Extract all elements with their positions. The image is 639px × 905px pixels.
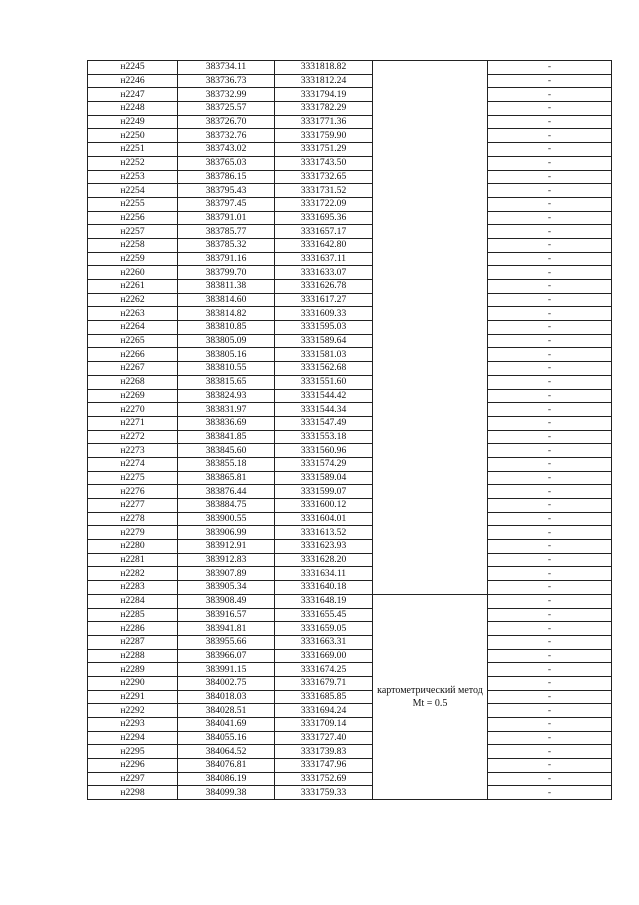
- point-id-cell: н2276: [88, 485, 178, 499]
- y-coordinate-cell: 3331655.45: [275, 608, 373, 622]
- table-row: [88, 457, 612, 471]
- table-row: [88, 252, 612, 266]
- y-coordinate-cell: 3331657.17: [275, 225, 373, 239]
- x-coordinate-cell: 383786.15: [178, 170, 275, 184]
- table-row: [88, 293, 612, 307]
- y-coordinate-cell: 3331747.96: [275, 759, 373, 773]
- note-cell: -: [488, 184, 612, 198]
- point-id-cell: н2251: [88, 143, 178, 157]
- table-row: [88, 102, 612, 116]
- x-coordinate-cell: 383841.85: [178, 430, 275, 444]
- table-row: [88, 471, 612, 485]
- point-id-cell: н2256: [88, 211, 178, 225]
- note-cell: -: [488, 772, 612, 786]
- y-coordinate-cell: 3331599.07: [275, 485, 373, 499]
- x-coordinate-cell: 383845.60: [178, 444, 275, 458]
- table-row: [88, 731, 612, 745]
- note-cell: -: [488, 608, 612, 622]
- point-id-cell: н2260: [88, 266, 178, 280]
- note-cell: -: [488, 690, 612, 704]
- note-cell: -: [488, 129, 612, 143]
- note-cell: -: [488, 61, 612, 75]
- note-cell: -: [488, 293, 612, 307]
- point-id-cell: н2281: [88, 553, 178, 567]
- note-cell: -: [488, 718, 612, 732]
- x-coordinate-cell: 383797.45: [178, 197, 275, 211]
- y-coordinate-cell: 3331617.27: [275, 293, 373, 307]
- x-coordinate-cell: 383991.15: [178, 663, 275, 677]
- note-cell: -: [488, 759, 612, 773]
- table-row: [88, 61, 612, 75]
- point-id-cell: н2250: [88, 129, 178, 143]
- table-row: [88, 499, 612, 513]
- x-coordinate-cell: 383912.91: [178, 540, 275, 554]
- method-cell: картометрический метод Mt = 0.5: [373, 594, 488, 799]
- y-coordinate-cell: 3331759.33: [275, 786, 373, 800]
- table-row: [88, 663, 612, 677]
- point-id-cell: н2280: [88, 540, 178, 554]
- x-coordinate-cell: 383795.43: [178, 184, 275, 198]
- table-row: [88, 553, 612, 567]
- table-row: [88, 759, 612, 773]
- y-coordinate-cell: 3331751.29: [275, 143, 373, 157]
- note-cell: -: [488, 334, 612, 348]
- table-row: [88, 635, 612, 649]
- y-coordinate-cell: 3331731.52: [275, 184, 373, 198]
- x-coordinate-cell: 383815.65: [178, 375, 275, 389]
- y-coordinate-cell: 3331609.33: [275, 307, 373, 321]
- table-row: [88, 430, 612, 444]
- x-coordinate-cell: 383900.55: [178, 512, 275, 526]
- x-coordinate-cell: 383814.60: [178, 293, 275, 307]
- point-id-cell: н2253: [88, 170, 178, 184]
- x-coordinate-cell: 383791.01: [178, 211, 275, 225]
- x-coordinate-cell: 383725.57: [178, 102, 275, 116]
- table-row: [88, 375, 612, 389]
- point-id-cell: н2298: [88, 786, 178, 800]
- table-row: [88, 745, 612, 759]
- note-cell: -: [488, 416, 612, 430]
- table-row: [88, 238, 612, 252]
- coordinates-table: [87, 60, 612, 800]
- y-coordinate-cell: 3331818.82: [275, 61, 373, 75]
- table-row: [88, 143, 612, 157]
- point-id-cell: н2285: [88, 608, 178, 622]
- note-cell: -: [488, 211, 612, 225]
- y-coordinate-cell: 3331562.68: [275, 362, 373, 376]
- y-coordinate-cell: 3331812.24: [275, 74, 373, 88]
- point-id-cell: н2293: [88, 718, 178, 732]
- y-coordinate-cell: 3331674.25: [275, 663, 373, 677]
- y-coordinate-cell: 3331722.09: [275, 197, 373, 211]
- table-row: [88, 115, 612, 129]
- note-cell: -: [488, 102, 612, 116]
- note-cell: -: [488, 622, 612, 636]
- y-coordinate-cell: 3331642.80: [275, 238, 373, 252]
- table-row: [88, 156, 612, 170]
- y-coordinate-cell: 3331560.96: [275, 444, 373, 458]
- table-row: [88, 526, 612, 540]
- table-row: [88, 74, 612, 88]
- x-coordinate-cell: 383805.16: [178, 348, 275, 362]
- note-cell: -: [488, 252, 612, 266]
- note-cell: -: [488, 540, 612, 554]
- y-coordinate-cell: 3331637.11: [275, 252, 373, 266]
- point-id-cell: н2261: [88, 280, 178, 294]
- x-coordinate-cell: 384002.75: [178, 676, 275, 690]
- y-coordinate-cell: 3331626.78: [275, 280, 373, 294]
- point-id-cell: н2272: [88, 430, 178, 444]
- y-coordinate-cell: 3331574.29: [275, 457, 373, 471]
- note-cell: -: [488, 156, 612, 170]
- x-coordinate-cell: 383912.83: [178, 553, 275, 567]
- point-id-cell: н2255: [88, 197, 178, 211]
- x-coordinate-cell: 383765.03: [178, 156, 275, 170]
- note-cell: -: [488, 403, 612, 417]
- note-cell: -: [488, 389, 612, 403]
- x-coordinate-cell: 383734.11: [178, 61, 275, 75]
- table-row: [88, 690, 612, 704]
- x-coordinate-cell: 383906.99: [178, 526, 275, 540]
- note-cell: -: [488, 321, 612, 335]
- x-coordinate-cell: 383955.66: [178, 635, 275, 649]
- y-coordinate-cell: 3331640.18: [275, 581, 373, 595]
- note-cell: -: [488, 745, 612, 759]
- point-id-cell: н2268: [88, 375, 178, 389]
- point-id-cell: н2246: [88, 74, 178, 88]
- point-id-cell: н2247: [88, 88, 178, 102]
- y-coordinate-cell: 3331739.83: [275, 745, 373, 759]
- point-id-cell: н2275: [88, 471, 178, 485]
- point-id-cell: н2292: [88, 704, 178, 718]
- point-id-cell: н2265: [88, 334, 178, 348]
- table-row: [88, 88, 612, 102]
- x-coordinate-cell: 383791.16: [178, 252, 275, 266]
- y-coordinate-cell: 3331743.50: [275, 156, 373, 170]
- point-id-cell: н2263: [88, 307, 178, 321]
- y-coordinate-cell: 3331679.71: [275, 676, 373, 690]
- table-row: [88, 129, 612, 143]
- x-coordinate-cell: 383732.99: [178, 88, 275, 102]
- x-coordinate-cell: 383810.85: [178, 321, 275, 335]
- x-coordinate-cell: 384086.19: [178, 772, 275, 786]
- point-id-cell: н2283: [88, 581, 178, 595]
- x-coordinate-cell: 383732.76: [178, 129, 275, 143]
- table-row: [88, 649, 612, 663]
- note-cell: -: [488, 74, 612, 88]
- point-id-cell: н2269: [88, 389, 178, 403]
- x-coordinate-cell: 383905.34: [178, 581, 275, 595]
- table-row: [88, 321, 612, 335]
- table-row: [88, 362, 612, 376]
- point-id-cell: н2258: [88, 238, 178, 252]
- note-cell: -: [488, 676, 612, 690]
- point-id-cell: н2262: [88, 293, 178, 307]
- note-cell: -: [488, 238, 612, 252]
- y-coordinate-cell: 3331752.69: [275, 772, 373, 786]
- x-coordinate-cell: 384041.69: [178, 718, 275, 732]
- x-coordinate-cell: 383876.44: [178, 485, 275, 499]
- point-id-cell: н2290: [88, 676, 178, 690]
- y-coordinate-cell: 3331623.93: [275, 540, 373, 554]
- point-id-cell: н2266: [88, 348, 178, 362]
- x-coordinate-cell: 383743.02: [178, 143, 275, 157]
- note-cell: -: [488, 457, 612, 471]
- point-id-cell: н2274: [88, 457, 178, 471]
- point-id-cell: н2273: [88, 444, 178, 458]
- table-row: [88, 676, 612, 690]
- x-coordinate-cell: 384099.38: [178, 786, 275, 800]
- x-coordinate-cell: 383805.09: [178, 334, 275, 348]
- note-cell: -: [488, 430, 612, 444]
- x-coordinate-cell: 383811.38: [178, 280, 275, 294]
- table-row: [88, 266, 612, 280]
- table-row: [88, 485, 612, 499]
- table-row: [88, 540, 612, 554]
- y-coordinate-cell: 3331659.05: [275, 622, 373, 636]
- y-coordinate-cell: 3331782.29: [275, 102, 373, 116]
- y-coordinate-cell: 3331695.36: [275, 211, 373, 225]
- y-coordinate-cell: 3331589.04: [275, 471, 373, 485]
- method-cell: [373, 61, 488, 595]
- table-row: [88, 280, 612, 294]
- y-coordinate-cell: 3331551.60: [275, 375, 373, 389]
- point-id-cell: н2296: [88, 759, 178, 773]
- x-coordinate-cell: 384064.52: [178, 745, 275, 759]
- y-coordinate-cell: 3331732.65: [275, 170, 373, 184]
- y-coordinate-cell: 3331544.34: [275, 403, 373, 417]
- note-cell: -: [488, 197, 612, 211]
- y-coordinate-cell: 3331727.40: [275, 731, 373, 745]
- point-id-cell: н2245: [88, 61, 178, 75]
- point-id-cell: н2289: [88, 663, 178, 677]
- x-coordinate-cell: 383726.70: [178, 115, 275, 129]
- y-coordinate-cell: 3331547.49: [275, 416, 373, 430]
- coordinates-table-body: [88, 61, 612, 800]
- table-row: [88, 444, 612, 458]
- note-cell: -: [488, 526, 612, 540]
- table-row: [88, 581, 612, 595]
- note-cell: -: [488, 485, 612, 499]
- x-coordinate-cell: 383865.81: [178, 471, 275, 485]
- point-id-cell: н2278: [88, 512, 178, 526]
- x-coordinate-cell: 383836.69: [178, 416, 275, 430]
- point-id-cell: н2257: [88, 225, 178, 239]
- point-id-cell: н2249: [88, 115, 178, 129]
- note-cell: -: [488, 499, 612, 513]
- y-coordinate-cell: 3331613.52: [275, 526, 373, 540]
- point-id-cell: н2252: [88, 156, 178, 170]
- y-coordinate-cell: 3331694.24: [275, 704, 373, 718]
- x-coordinate-cell: 383736.73: [178, 74, 275, 88]
- table-row: [88, 704, 612, 718]
- table-row: [88, 170, 612, 184]
- x-coordinate-cell: 383799.70: [178, 266, 275, 280]
- y-coordinate-cell: 3331685.85: [275, 690, 373, 704]
- x-coordinate-cell: 384028.51: [178, 704, 275, 718]
- x-coordinate-cell: 384076.81: [178, 759, 275, 773]
- x-coordinate-cell: 383855.18: [178, 457, 275, 471]
- point-id-cell: н2297: [88, 772, 178, 786]
- x-coordinate-cell: 383810.55: [178, 362, 275, 376]
- point-id-cell: н2259: [88, 252, 178, 266]
- point-id-cell: н2284: [88, 594, 178, 608]
- x-coordinate-cell: 383785.77: [178, 225, 275, 239]
- note-cell: -: [488, 663, 612, 677]
- x-coordinate-cell: 383966.07: [178, 649, 275, 663]
- note-cell: -: [488, 444, 612, 458]
- table-row: [88, 348, 612, 362]
- table-row: [88, 594, 612, 608]
- table-row: [88, 403, 612, 417]
- note-cell: -: [488, 786, 612, 800]
- x-coordinate-cell: 383941.81: [178, 622, 275, 636]
- point-id-cell: н2291: [88, 690, 178, 704]
- table-row: [88, 334, 612, 348]
- point-id-cell: н2279: [88, 526, 178, 540]
- table-row: [88, 567, 612, 581]
- y-coordinate-cell: 3331771.36: [275, 115, 373, 129]
- table-row: [88, 416, 612, 430]
- point-id-cell: н2271: [88, 416, 178, 430]
- table-row: [88, 772, 612, 786]
- point-id-cell: н2288: [88, 649, 178, 663]
- y-coordinate-cell: 3331709.14: [275, 718, 373, 732]
- note-cell: -: [488, 225, 612, 239]
- table-row: [88, 197, 612, 211]
- x-coordinate-cell: 384055.16: [178, 731, 275, 745]
- y-coordinate-cell: 3331600.12: [275, 499, 373, 513]
- y-coordinate-cell: 3331634.11: [275, 567, 373, 581]
- point-id-cell: н2287: [88, 635, 178, 649]
- note-cell: -: [488, 348, 612, 362]
- note-cell: -: [488, 115, 612, 129]
- point-id-cell: н2270: [88, 403, 178, 417]
- point-id-cell: н2254: [88, 184, 178, 198]
- x-coordinate-cell: 383908.49: [178, 594, 275, 608]
- note-cell: -: [488, 594, 612, 608]
- x-coordinate-cell: 383831.97: [178, 403, 275, 417]
- note-cell: -: [488, 307, 612, 321]
- note-cell: -: [488, 567, 612, 581]
- table-row: [88, 389, 612, 403]
- y-coordinate-cell: 3331604.01: [275, 512, 373, 526]
- x-coordinate-cell: 384018.03: [178, 690, 275, 704]
- point-id-cell: н2286: [88, 622, 178, 636]
- y-coordinate-cell: 3331628.20: [275, 553, 373, 567]
- y-coordinate-cell: 3331595.03: [275, 321, 373, 335]
- y-coordinate-cell: 3331663.31: [275, 635, 373, 649]
- point-id-cell: н2277: [88, 499, 178, 513]
- note-cell: -: [488, 731, 612, 745]
- note-cell: -: [488, 553, 612, 567]
- point-id-cell: н2295: [88, 745, 178, 759]
- point-id-cell: н2248: [88, 102, 178, 116]
- y-coordinate-cell: 3331759.90: [275, 129, 373, 143]
- point-id-cell: н2267: [88, 362, 178, 376]
- table-row: [88, 622, 612, 636]
- y-coordinate-cell: 3331544.42: [275, 389, 373, 403]
- note-cell: -: [488, 512, 612, 526]
- table-row: [88, 211, 612, 225]
- y-coordinate-cell: 3331589.64: [275, 334, 373, 348]
- note-cell: -: [488, 704, 612, 718]
- y-coordinate-cell: 3331633.07: [275, 266, 373, 280]
- y-coordinate-cell: 3331669.00: [275, 649, 373, 663]
- table-row: [88, 512, 612, 526]
- y-coordinate-cell: 3331581.03: [275, 348, 373, 362]
- x-coordinate-cell: 383916.57: [178, 608, 275, 622]
- note-cell: -: [488, 471, 612, 485]
- note-cell: -: [488, 362, 612, 376]
- y-coordinate-cell: 3331648.19: [275, 594, 373, 608]
- note-cell: -: [488, 170, 612, 184]
- note-cell: -: [488, 375, 612, 389]
- table-row: [88, 786, 612, 800]
- table-row: [88, 608, 612, 622]
- table-row: [88, 718, 612, 732]
- point-id-cell: н2264: [88, 321, 178, 335]
- y-coordinate-cell: 3331553.18: [275, 430, 373, 444]
- x-coordinate-cell: 383814.82: [178, 307, 275, 321]
- note-cell: -: [488, 635, 612, 649]
- note-cell: -: [488, 280, 612, 294]
- x-coordinate-cell: 383907.89: [178, 567, 275, 581]
- point-id-cell: н2282: [88, 567, 178, 581]
- table-row: [88, 225, 612, 239]
- x-coordinate-cell: 383824.93: [178, 389, 275, 403]
- note-cell: -: [488, 143, 612, 157]
- table-row: [88, 184, 612, 198]
- note-cell: -: [488, 88, 612, 102]
- y-coordinate-cell: 3331794.19: [275, 88, 373, 102]
- note-cell: -: [488, 266, 612, 280]
- note-cell: -: [488, 649, 612, 663]
- note-cell: -: [488, 581, 612, 595]
- x-coordinate-cell: 383884.75: [178, 499, 275, 513]
- x-coordinate-cell: 383785.32: [178, 238, 275, 252]
- table-row: [88, 307, 612, 321]
- point-id-cell: н2294: [88, 731, 178, 745]
